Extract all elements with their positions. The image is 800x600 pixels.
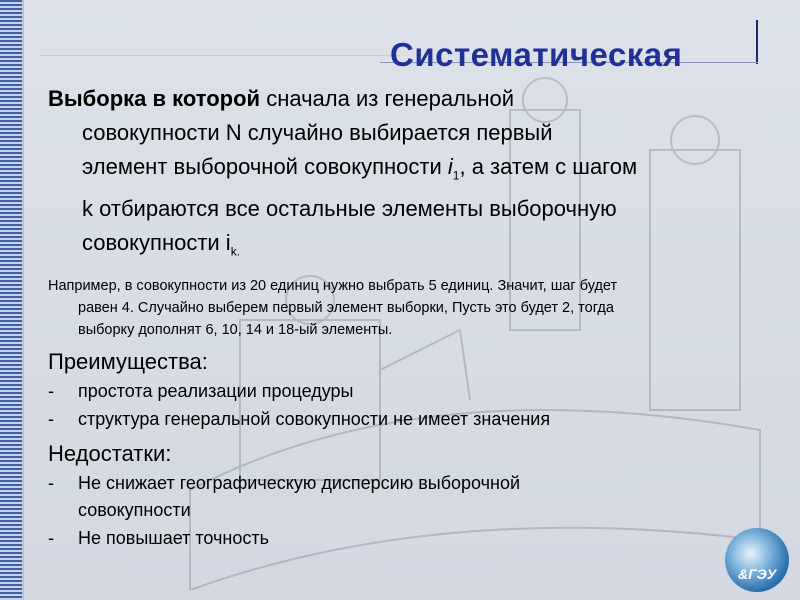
title-rule-left <box>40 55 400 56</box>
bullet-marker: - <box>48 472 54 493</box>
disadvantage-item: - Не повышает точность <box>48 525 768 552</box>
bullet-marker: - <box>48 408 54 429</box>
definition-line5: совокупности $i_{k.}$ <box>82 230 241 259</box>
disadvantages-heading: Недостатки: <box>48 440 172 466</box>
definition-line4: k отбираются все остальные элементы выборочную <box>82 196 617 222</box>
definition-line1: сначала из генеральной <box>260 86 515 111</box>
logo-text: &ГЭУ <box>738 566 777 582</box>
definition-line3: элемент выборочной совокупности $i_1$, а затем с шагом <box>82 154 638 183</box>
example-paragraph <box>48 275 768 341</box>
advantages-heading: Преимущества: <box>48 348 208 374</box>
example-line1: Например, в совокупности из 20 единиц нужно выбрать 5 единиц. Значит, шаг будет <box>48 277 618 294</box>
bullet-marker: - <box>48 380 54 401</box>
title-rule-vertical <box>756 20 758 64</box>
example-line2: равен 4. Случайно выберем первый элемент выборки, Пусть это будет 2, тогда <box>78 299 614 316</box>
advantage-item: - структура генеральной совокупности не имеет значения <box>48 406 768 433</box>
definition-bold: Выборка в которой <box>48 86 261 111</box>
definition-paragraph <box>48 82 768 269</box>
slide-content <box>48 82 768 552</box>
decorative-left-strip <box>0 0 22 600</box>
disadvantage-item: - Не снижает географическую дисперсию выборочной совокупности <box>48 470 768 524</box>
bullet-marker: - <box>48 527 54 548</box>
example-line3: выборку дополнят 6, 10, 14 и 18-ый элементы. <box>78 321 393 338</box>
slide-title: Систематическая <box>390 36 683 73</box>
definition-line2: совокупности N случайно выбирается первый <box>82 120 553 145</box>
university-logo <box>725 528 789 592</box>
advantage-item: - простота реализации процедуры <box>48 378 768 405</box>
